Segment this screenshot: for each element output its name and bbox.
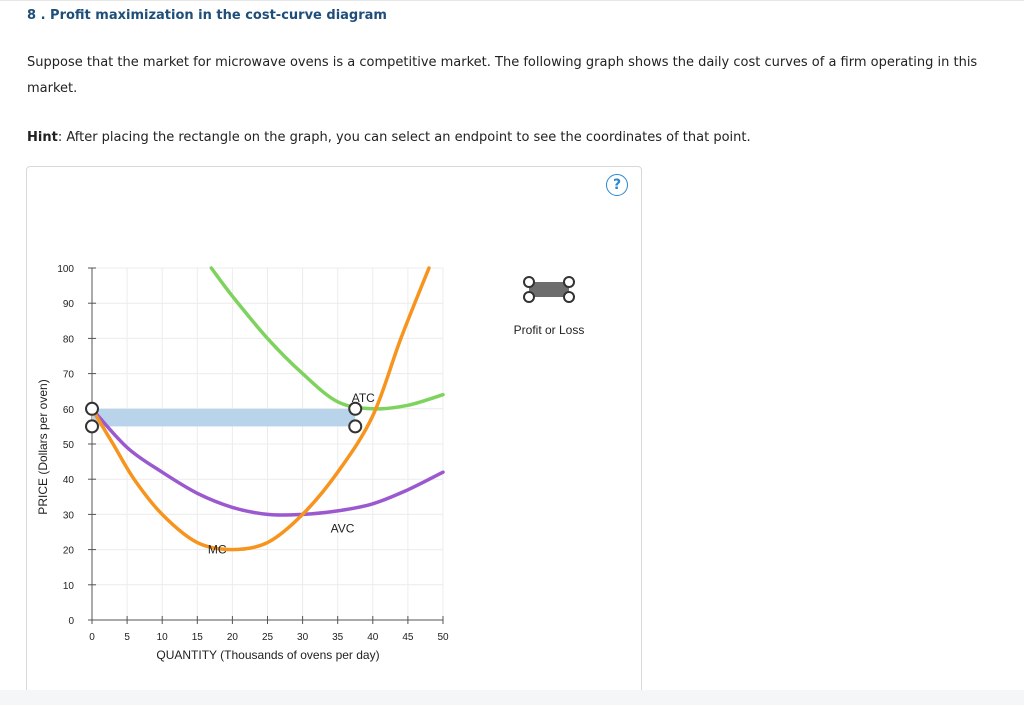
y-tick-label: 80 bbox=[62, 334, 74, 346]
question-title: 8 . Profit maximization in the cost-curve diagram bbox=[27, 8, 387, 23]
x-tick-label: 45 bbox=[402, 632, 414, 643]
rectangle-endpoint-handle[interactable] bbox=[86, 420, 98, 432]
y-tick-label: 60 bbox=[62, 404, 74, 416]
x-tick-label: 25 bbox=[261, 632, 274, 643]
y-tick-label: 100 bbox=[57, 264, 74, 275]
rectangle-endpoint-handle[interactable] bbox=[349, 420, 361, 432]
x-tick-label: 10 bbox=[156, 632, 168, 643]
x-tick-label: 0 bbox=[89, 632, 95, 643]
profit-or-loss-tool[interactable] bbox=[514, 277, 585, 337]
profit-rectangle-layer bbox=[92, 409, 355, 427]
x-tick-label: 40 bbox=[367, 632, 379, 643]
x-axis-label: QUANTITY (Thousands of ovens per day) bbox=[156, 648, 380, 662]
x-tick-label: 30 bbox=[297, 632, 309, 643]
x-tick-label: 50 bbox=[437, 632, 449, 643]
x-tick-label: 15 bbox=[191, 632, 203, 643]
x-tick-label: 5 bbox=[124, 632, 130, 643]
tool-handle-icon bbox=[564, 277, 574, 287]
y-axis-label: PRICE (Dollars per oven) bbox=[36, 379, 50, 515]
grid bbox=[92, 268, 443, 620]
y-tick-label: 40 bbox=[62, 475, 74, 487]
y-tick-label: 30 bbox=[62, 510, 74, 522]
curve-label-atc: ATC bbox=[351, 391, 375, 406]
curve-label-mc: MC bbox=[207, 542, 227, 557]
rectangle-endpoint-handle[interactable] bbox=[86, 403, 98, 415]
hint-body: : After placing the rectangle on the graph, you can select an endpoint to see the coordinates of that point. bbox=[57, 130, 751, 145]
tool-rectangle-icon bbox=[529, 282, 569, 297]
hint-label: Hint bbox=[27, 130, 58, 145]
bottom-strip bbox=[0, 690, 1024, 705]
y-tick-label: 70 bbox=[62, 369, 74, 381]
y-tick-label: 0 bbox=[68, 616, 74, 627]
question-text: Suppose that the market for microwave ovens is a competitive market. The following graph shows the daily cost curves of a firm operating in this market. bbox=[27, 55, 978, 96]
tool-handle-icon bbox=[564, 292, 574, 302]
tool-handle-icon bbox=[524, 277, 534, 287]
y-tick-label: 90 bbox=[62, 299, 74, 311]
profit-rectangle bbox=[92, 409, 355, 427]
tool-handle-icon bbox=[524, 292, 534, 302]
help-button[interactable]: ? bbox=[606, 174, 628, 196]
tool-label: Profit or Loss bbox=[513, 323, 585, 337]
x-tick-label: 20 bbox=[226, 632, 238, 643]
x-tick-label: 35 bbox=[332, 632, 344, 643]
curve-label-avc: AVC bbox=[330, 521, 355, 536]
y-tick-label: 20 bbox=[62, 545, 74, 557]
y-tick-label: 50 bbox=[62, 440, 74, 451]
y-tick-label: 10 bbox=[62, 580, 74, 592]
